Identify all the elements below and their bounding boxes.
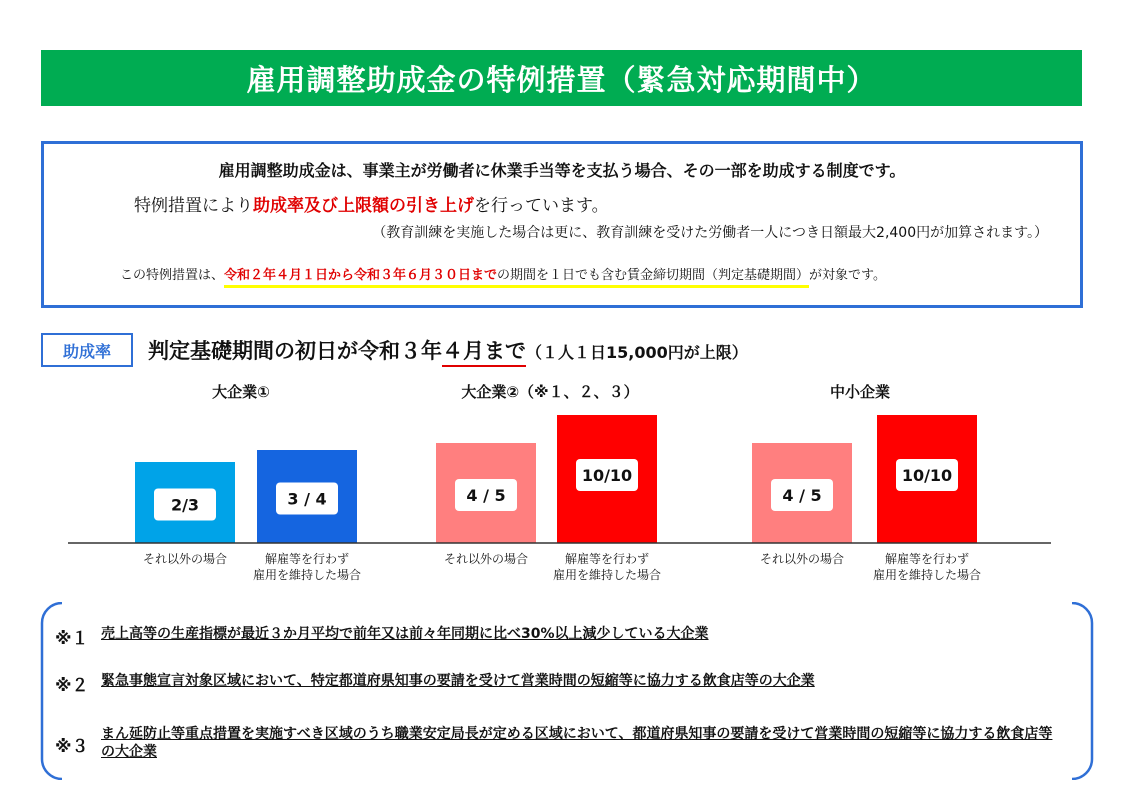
bar-value-label-0-1: 3 / 4 xyxy=(287,489,327,509)
intro-summary: 雇用調整助成金は、事業主が労働者に休業手当等を支払う場合、その一部を助成する制度です。 xyxy=(218,161,906,180)
bar-caption-1-1 xyxy=(517,551,697,583)
intro-line2-highlight: 助成率及び上限額の引き上げ xyxy=(253,196,474,216)
bar-caption-line: それ以外の場合 xyxy=(443,552,528,566)
bar-caption-line: 解雇等を行わず xyxy=(264,552,349,566)
note-3-num: ※３ xyxy=(55,737,89,757)
note-1-num: ※１ xyxy=(55,629,89,649)
bar-value-label-1-1: 10/10 xyxy=(581,466,633,485)
note-3-text: まん延防止等重点措置を実施すべき区域のうち職業安定局長が定める区域において、都道府県知事の要請を受けて営業時間の短縮等に協力する飲食店等の大企業 xyxy=(101,726,1053,760)
bar-value-label-0-0: 2/3 xyxy=(170,495,200,515)
rate-heading-cap: （１人１日15,000円が上限） xyxy=(526,343,748,362)
bar-caption-line: 雇用を維持した場合 xyxy=(872,568,981,582)
note-2-num: ※２ xyxy=(55,676,89,696)
bar-caption-line: 雇用を維持した場合 xyxy=(552,568,661,582)
intro-period-mid: の期間を１日でも含む賃金締切期間（判定基礎期間） xyxy=(497,268,810,283)
rate-heading-pre: 判定基礎期間の初日が令和３年 xyxy=(148,339,442,363)
bar-caption-0-1 xyxy=(217,551,397,583)
bar-caption-line: 解雇等を行わず xyxy=(564,552,649,566)
group-title-large-1: 大企業① xyxy=(212,383,270,401)
note-1-text: 売上高等の生産指標が最近３か月平均で前年又は前々年同期に比べ30%以上減少している大企業 xyxy=(101,626,709,642)
group-title-large-2: 大企業②（※１、２、３） xyxy=(461,383,639,401)
bar-caption-2-1 xyxy=(837,551,1017,583)
intro-line4-pre: この特例措置は、 xyxy=(120,268,225,283)
bar-caption-line: それ以外の場合 xyxy=(142,552,227,566)
bars-layer xyxy=(135,415,977,543)
rate-heading-underlined: ４月まで xyxy=(442,339,526,367)
page-title: 雇用調整助成金の特例措置（緊急対応期間中） xyxy=(41,50,1082,106)
notes-bracket-right xyxy=(1072,603,1092,779)
bar-caption-line: 解雇等を行わず xyxy=(884,552,969,566)
intro-line2-pre: 特例措置により xyxy=(134,196,253,216)
bar-value-label-2-1: 10/10 xyxy=(901,466,953,485)
bar-value-label-1-0: 4 / 5 xyxy=(466,486,506,505)
bar-value-label-2-0: 4 / 5 xyxy=(782,486,822,505)
bar-caption-line: それ以外の場合 xyxy=(759,552,844,566)
intro-line2-post: を行っています。 xyxy=(474,196,609,216)
intro-period-dates: 令和２年４月１日から令和３年６月３０日まで xyxy=(224,268,498,283)
bar-caption-line: 雇用を維持した場合 xyxy=(252,568,361,582)
rate-label: 助成率 xyxy=(41,333,133,367)
intro-line4-post: が対象です。 xyxy=(809,268,887,283)
group-title-sme: 中小企業 xyxy=(829,383,890,401)
note-2-text: 緊急事態宣言対象区域において、特定都道府県知事の要請を受けて営業時間の短縮等に協力する飲食店等の大企業 xyxy=(101,673,815,689)
intro-training-note: （教育訓練を実施した場合は更に、教育訓練を受けた労働者一人につき日額最大2,400円が加算されます。） xyxy=(372,225,1048,241)
